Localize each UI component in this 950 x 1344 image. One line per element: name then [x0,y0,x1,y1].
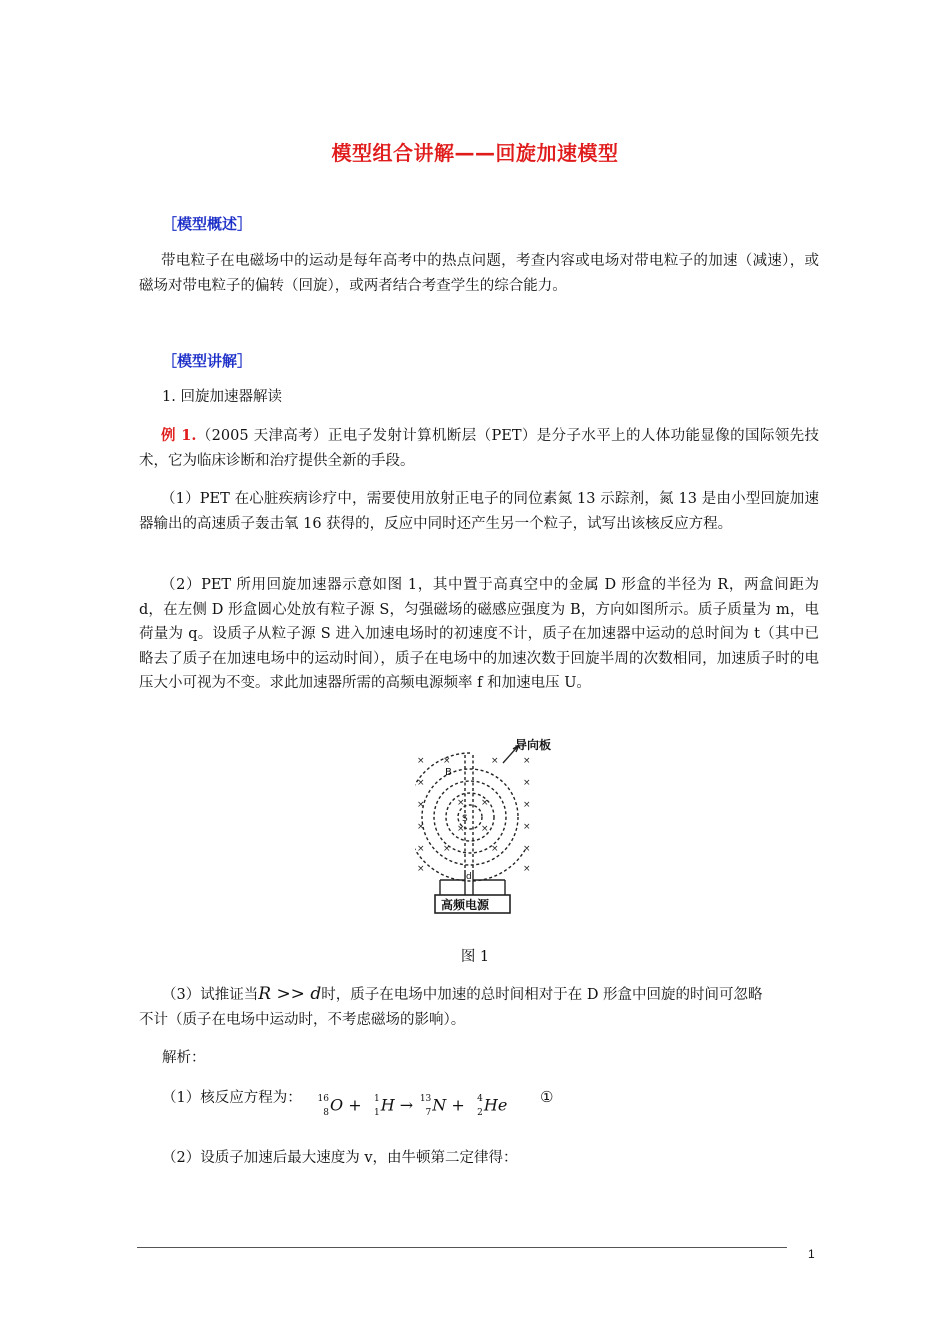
footer-divider [137,1247,787,1248]
answer-2: （2）设质子加速后最大速度为 v，由牛顿第二定律得： [162,1150,518,1166]
svg-text:×: × [417,864,425,874]
svg-text:×: × [523,800,531,810]
example-label: 例 1. [161,427,197,444]
svg-text:×: × [443,756,451,766]
svg-text:×: × [491,844,499,854]
svg-text:×: × [417,822,425,832]
document-title: 模型组合讲解——回旋加速模型 [331,141,619,165]
guide-plate-label: 导向板 [515,738,552,752]
svg-text:×: × [417,778,425,788]
svg-text:×: × [523,822,531,832]
reaction-arrow: → [399,1095,414,1115]
nitrogen-nuclide-index: 13 7 [419,1094,432,1118]
answer-1-prefix: （1）核反应方程为： [162,1090,302,1106]
example-intro-text: （2005 天津高考）正电子发射计算机断层（PET）是分子水平上的人体功能显像的国际领先技术，它为临床诊断和治疗提供全新的手段。 [139,428,819,469]
oxygen-nuclide-index: 16 8 [317,1094,329,1118]
hydrogen-nuclide-index: 1 1 [373,1094,380,1118]
svg-text:×: × [523,778,531,788]
power-source-label: 高频电源 [441,898,490,912]
helium-nuclide-index: 4 2 [477,1094,483,1118]
nuclear-equation [316,1094,507,1118]
question-3-rest: 时，质子在电场中加速的总时间相对于在 D 形盒中回旋的时间可忽略 [321,987,763,1003]
question-3-line2: 不计（质子在电场中运动时，不考虑磁场的影响）。 [139,1012,466,1028]
gap-label: d [466,872,472,882]
overview-paragraph: 带电粒子在电磁场中的运动是每年高考中的热点问题，考查内容或电场对带电粒子的加速（减速），或磁场对带电粒子的偏转（回旋），或两者结合考查学生的综合能力。 [139,253,819,294]
inequality-math: R >> d [258,984,322,1004]
svg-text:×: × [417,844,425,854]
b-field-label: B [445,767,452,778]
figure-caption: 图 1 [460,949,490,965]
svg-text:×: × [523,756,531,766]
hydrogen-symbol: H [380,1095,395,1115]
plus-sign: + [348,1095,362,1115]
example-intro [139,424,819,473]
svg-text:×: × [443,844,451,854]
equation-marker: ① [540,1088,554,1106]
oxygen-symbol: O [330,1095,344,1115]
solution-heading: 解析： [162,1050,206,1066]
svg-text:×: × [417,756,425,766]
section-heading-overview: ［模型概述］ [162,215,253,233]
question-3-line1 [162,982,763,1007]
page-number: 1 [808,1247,815,1261]
question-3-prefix: （3）试推证当 [162,987,259,1003]
question-1: （1）PET 在心脏疾病诊疗中，需要使用放射正电子的同位素氮 13 示踪剂，氮 13 是由小型回旋加速器输出的高速质子轰击氧 16 获得的，反应中同时还产生另一个粒子，试写出该核反应方程。 [139,491,819,532]
cyclotron-figure [415,735,565,920]
svg-text:×: × [457,798,465,808]
svg-text:×: × [457,824,465,834]
nitrogen-symbol: N [432,1095,447,1115]
svg-text:×: × [523,864,531,874]
helium-symbol: He [483,1095,508,1115]
source-label: S [462,814,468,824]
svg-text:×: × [491,756,499,766]
svg-text:×: × [417,800,425,810]
section-heading-explain: ［模型讲解］ [162,352,253,370]
sub-heading: 1. 回旋加速器解读 [162,389,282,405]
question-2: （2）PET 所用回旋加速器示意如图 1，其中置于高真空中的金属 D 形盒的半径为 R，两盒间距为 d，在左侧 D 形盒圆心处放有粒子源 S，匀强磁场的磁感应强度为 B，方向如图所示。质子质量为 m，电荷量为 q。设质子从粒子源 S 进入加速电场时的初速度不计，质子在加速器中运动的总时间为 t（其中已略去了质子在加速电场中的运动时间），质子在电场中的加速次数于回旋半周的次数相同，加速质子时的电压大小可视为不变。求此加速器所需的高频电源频率 f 和加速电压 U。 [139,577,819,691]
svg-text:×: × [481,824,489,834]
plus-sign-2: + [451,1095,465,1115]
svg-text:×: × [523,844,531,854]
svg-text:×: × [481,798,489,808]
